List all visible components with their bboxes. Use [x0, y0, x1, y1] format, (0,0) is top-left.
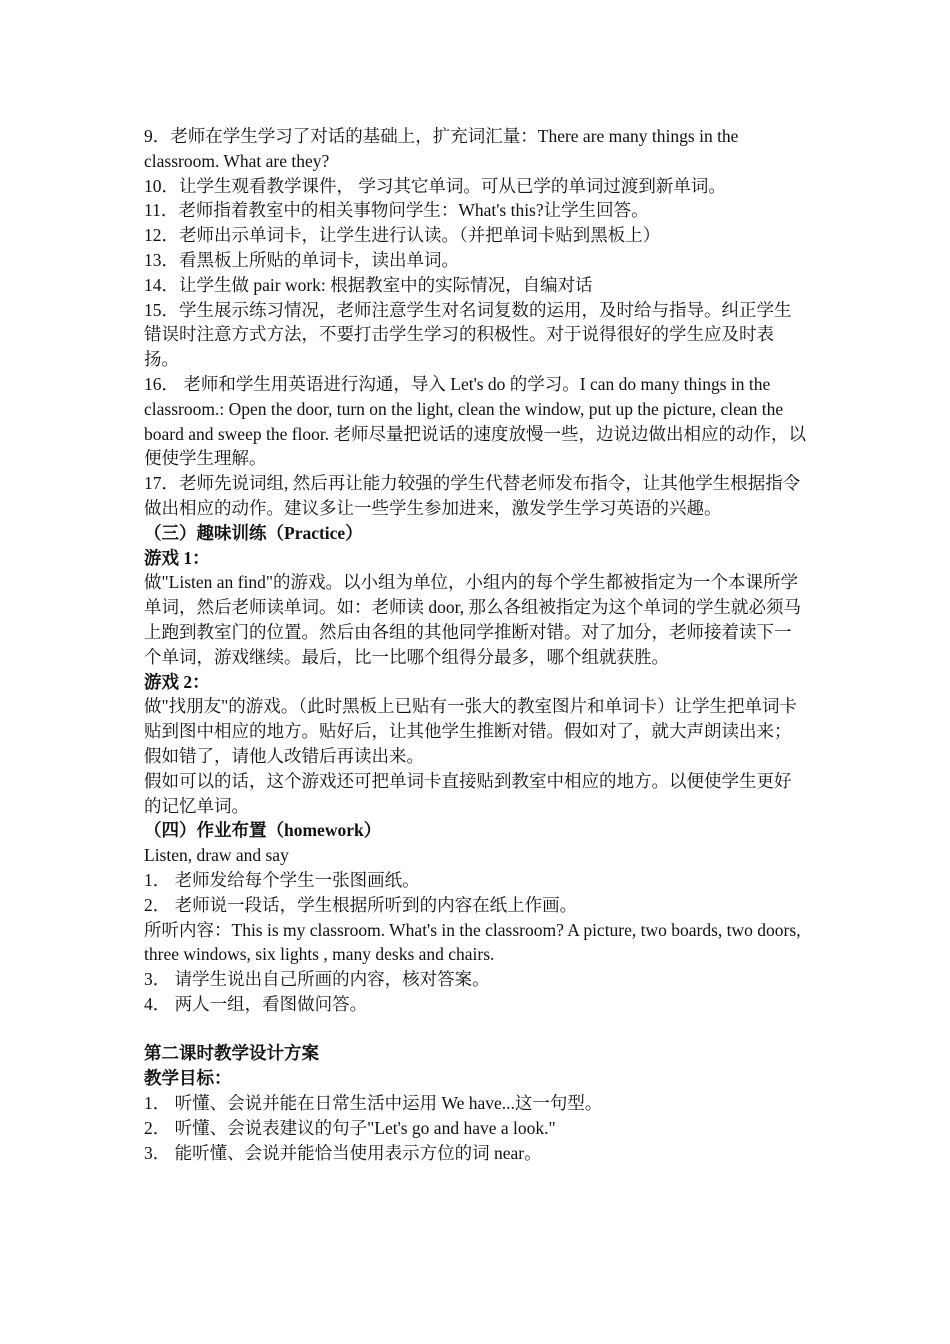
step-15: 15．学生展示练习情况，老师注意学生对名词复数的运用，及时给与指导。纠正学生错误时注意方式方法，不要打击学生学习的积极性。对于说得很好的学生应及时表扬。: [144, 299, 792, 370]
homework-item-3: 3． 请学生说出自己所画的内容，核对答案。: [144, 969, 490, 990]
game1-title: 游戏 1：: [144, 547, 210, 568]
lesson2-title: 第二课时教学设计方案: [144, 1043, 319, 1064]
homework-subtitle: Listen, draw and say: [144, 845, 289, 866]
lesson2-goal-1: 1． 听懂、会说并能在日常生活中运用 We have...这一句型。: [144, 1093, 603, 1114]
homework-listening-content: 所听内容：This is my classroom. What's in the classroom? A picture, two boards, two doors, three windows, six lights , many desks and chairs.: [144, 919, 801, 965]
step-12: 12．老师出示单词卡，让学生进行认读。（并把单词卡贴到黑板上）: [144, 225, 661, 246]
practice-heading: （三）趣味训练（Practice）: [144, 522, 363, 543]
lesson2-goals-heading: 教学目标：: [144, 1068, 232, 1089]
homework-item-2: 2． 老师说一段话，学生根据所听到的内容在纸上作画。: [144, 894, 578, 915]
paragraph-gap: [144, 1017, 808, 1042]
step-11: 11．老师指着教室中的相关事物问学生：What's this?让学生回答。: [144, 200, 649, 221]
step-9: 9．老师在学生学习了对话的基础上，扩充词汇量：There are many things in the classroom. What are they?: [144, 126, 739, 171]
game2-text: 做"找朋友"的游戏。（此时黑板上已贴有一张大的教室图片和单词卡）让学生把单词卡贴到图中相应的地方。贴好后，让其他学生推断对错。假如对了，就大声朗读出来；假如错了，请他人改错后再读出来。: [144, 696, 798, 766]
game2-note: 假如可以的话，这个游戏还可把单词卡直接贴到教室中相应的地方。以便使学生更好的记忆单词。: [144, 770, 792, 816]
step-16: 16． 老师和学生用英语进行沟通，导入 Let's do 的学习。I can do many things in the classroom.: Open the door, turn on the light, clean the window, put up the picture, clean the board and sweep the floor. 老师尽量把说话的速度放慢一些，边说边做出相应的动作，以便使学生理解。: [144, 373, 807, 469]
homework-heading: （四）作业布置（homework）: [144, 820, 382, 841]
game1-text: 做"Listen an find"的游戏。以小组为单位，小组内的每个学生都被指定为一个本课所学单词，然后老师读单词。如：老师读 door, 那么各组被指定为这个单词的学生就必须马上跑到教室门的位置。然后由各组的其他同学推断对错。对了加分，老师接着读下一个单词，游戏继续。最后，比一比哪个组得分最多，哪个组就获胜。: [144, 572, 801, 667]
document-body: [144, 124, 808, 1165]
step-13: 13．看黑板上所贴的单词卡，读出单词。: [144, 249, 459, 270]
game2-title: 游戏 2：: [144, 671, 210, 692]
homework-item-4: 4． 两人一组，看图做问答。: [144, 993, 368, 1014]
lesson2-goal-2: 2． 听懂、会说表建议的句子"Let's go and have a look.": [144, 1117, 556, 1138]
lesson2-goal-3: 3． 能听懂、会说并能恰当使用表示方位的词 near。: [144, 1142, 542, 1163]
step-14: 14．让学生做 pair work: 根据教室中的实际情况，自编对话: [144, 274, 593, 295]
homework-item-1: 1． 老师发给每个学生一张图画纸。: [144, 869, 420, 890]
step-10: 10．让学生观看教学课件， 学习其它单词。可从已学的单词过渡到新单词。: [144, 175, 726, 196]
step-17: 17．老师先说词组, 然后再让能力较强的学生代替老师发布指令，让其他学生根据指令做出相应的动作。建议多让一些学生参加进来，激发学生学习英语的兴趣。: [144, 473, 801, 518]
